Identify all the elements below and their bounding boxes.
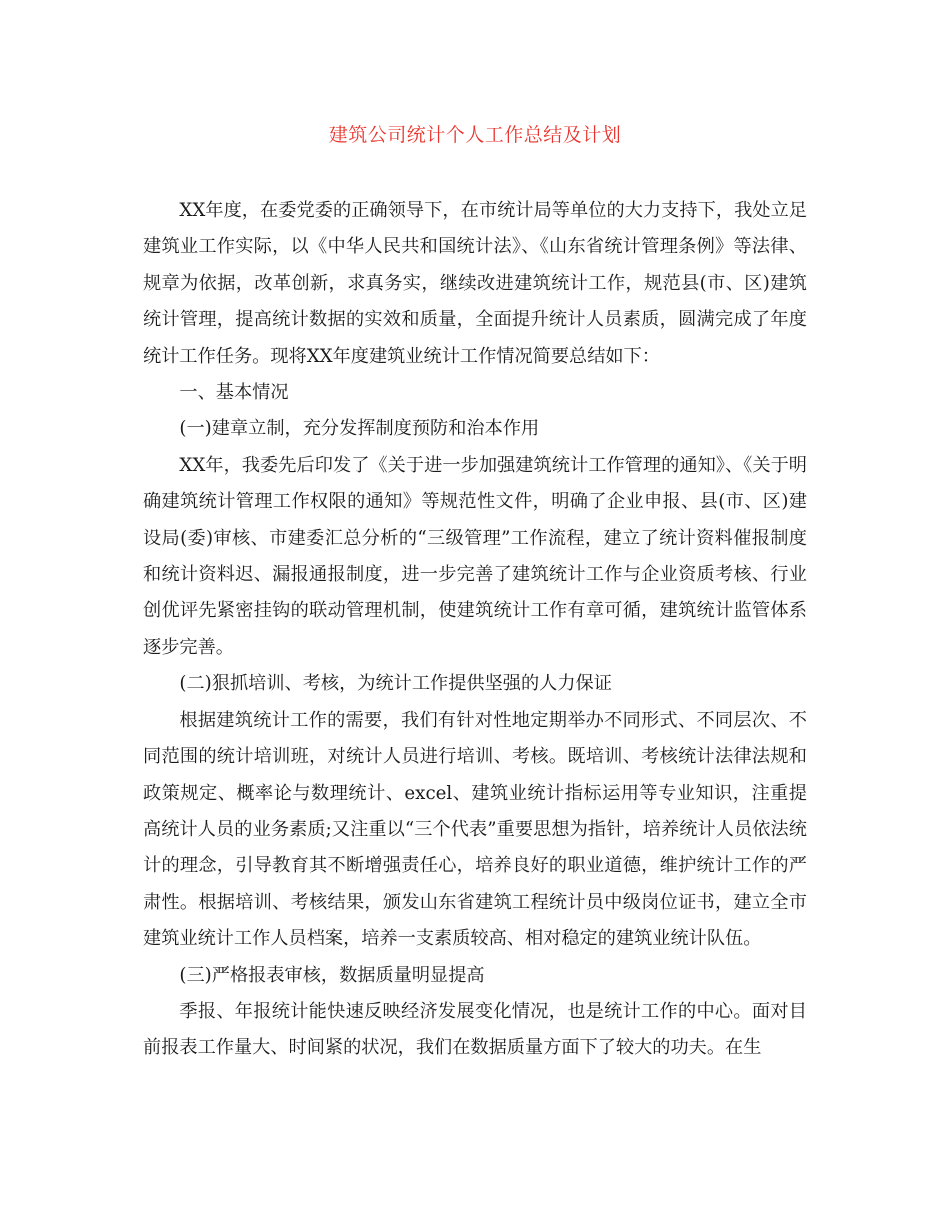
paragraph-1: XX年，我委先后印发了《关于进一步加强建筑统计工作管理的通知》、《关于明确建筑统计管理工作权限的通知》等规范性文件，明确了企业申报、县(市、区)建设局(委)审核、市建委汇总分析的“三级管理”工作流程，建立了统计资料催报制度和统计资料迟、漏报通报制度，进一步完善了建筑统计工作与企业资质考核、行业创优评先紧密挂钩的联动管理机制，使建筑统计工作有章可循，建筑统计监管体系逐步完善。 xyxy=(143,454,807,658)
document-body xyxy=(143,193,807,1067)
document-title: 建筑公司统计个人工作总结及计划 xyxy=(328,124,622,146)
paragraph-3: 季报、年报统计能快速反映经济发展变化情况，也是统计工作的中心。面对目前报表工作量大、时间紧的状况，我们在数据质量方面下了较大的功夫。在生 xyxy=(143,1000,807,1059)
paragraph-2: 根据建筑统计工作的需要，我们有针对性地定期举办不同形式、不同层次、不同范围的统计培训班，对统计人员进行培训、考核。既培训、考核统计法律法规和政策规定、概率论与数理统计、excel、建筑业统计指标运用等专业知识，注重提高统计人员的业务素质;又注重以“三个代表”重要思想为指针，培养统计人员依法统计的理念，引导教育其不断增强责任心，培养良好的职业道德，维护统计工作的严肃性。根据培训、考核结果，颁发山东省建筑工程统计员中级岗位证书，建立全市建筑业统计工作人员档案，培养一支素质较高、相对稳定的建筑业统计队伍。 xyxy=(143,709,807,950)
paragraph-intro: XX年度，在委党委的正确领导下，在市统计局等单位的大力支持下，我处立足建筑业工作实际，以《中华人民共和国统计法》、《山东省统计管理条例》等法律、规章为依据，改革创新，求真务实，继续改进建筑统计工作，规范县(市、区)建筑统计管理，提高统计数据的实效和质量，全面提升统计人员素质，圆满完成了年度统计工作任务。现将XX年度建筑业统计工作情况简要总结如下： xyxy=(143,200,807,367)
subsection-heading-3: (三)严格报表审核，数据质量明显提高 xyxy=(179,964,485,986)
subsection-heading-2: (二)狠抓培训、考核，为统计工作提供坚强的人力保证 xyxy=(179,673,612,695)
section-heading-basic: 一、基本情况 xyxy=(179,382,289,404)
subsection-heading-1: (一)建章立制，充分发挥制度预防和治本作用 xyxy=(179,418,540,440)
